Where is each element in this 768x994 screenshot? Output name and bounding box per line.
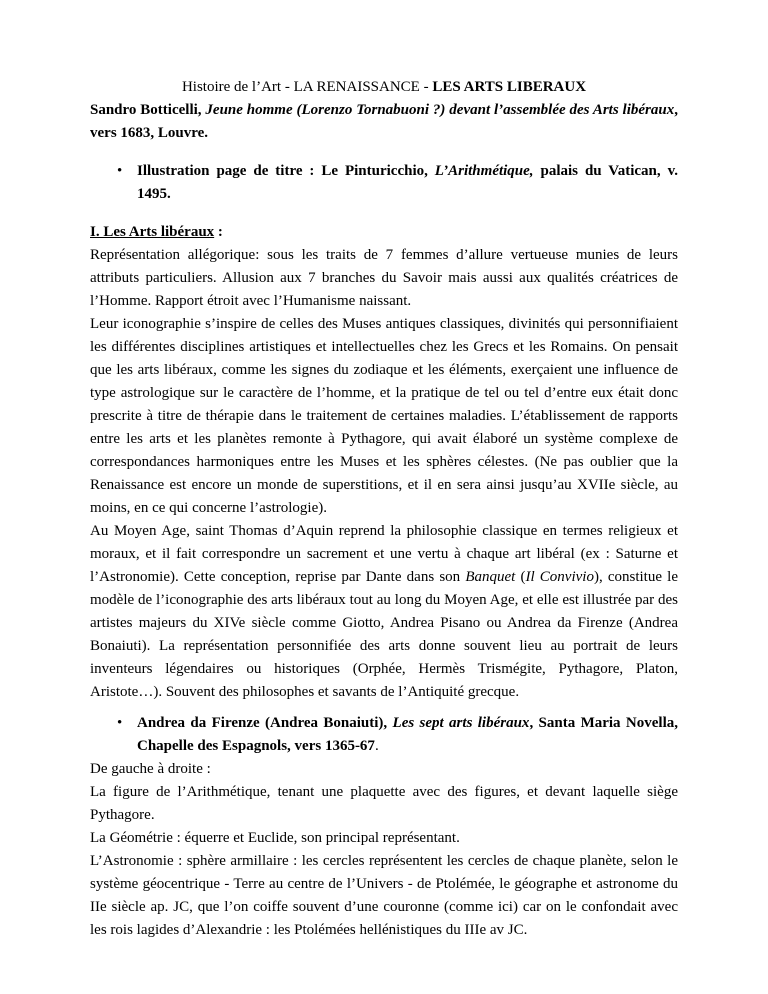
section-heading-text: I. Les Arts libéraux bbox=[90, 224, 215, 240]
document-title bbox=[90, 76, 678, 99]
byline-date-location: , vers 1683, Louvre. bbox=[90, 102, 678, 141]
p3-text-2: ( bbox=[515, 569, 526, 585]
p3-book-title-convivio: Il Convivio bbox=[525, 569, 594, 585]
paragraph-iconographie: Leur iconographie s’inspire de celles des Muses antiques classiques, divinités qui personnifiaient les différentes disciplines artistiques et intellectuelles chez les Grecs et les Romains. On pensait que les arts libéraux, comme les signes du zodiaque et les éléments, exerçaient une influence de type astrologique sur le caractère de l’homme, et la pratique de tel ou tel d’entre eux était donc prescrite à titre de thérapie dans le traitement de certaines maladies. L’établissement de rapports entre les arts et les planètes remonte à Pythagore, qui avait élaboré un système complexe de correspondances harmoniques entre les Muses et les sphères célestes. (Ne pas oublier que la Renaissance est encore un monde de superstitions, et il en sera ainsi jusqu’au XVIIe siècle, au moins, en ce qui concerne l’astrologie). bbox=[90, 316, 678, 516]
byline bbox=[90, 99, 678, 145]
bullet-icon: • bbox=[117, 163, 123, 179]
bullet2-artwork-title: Les sept arts libéraux bbox=[392, 715, 530, 731]
bullet2-artist: Andrea da Firenze (Andrea Bonaiuti), bbox=[137, 715, 393, 731]
byline-artwork-title: Jeune homme (Lorenzo Tornabuoni ?) devant l’assemblée des Arts libéraux bbox=[205, 102, 675, 118]
p3-text-3: ), constitue le modèle de l’iconographie des arts libéraux tout au long du Moyen Age, et elle est illustrée par des artistes majeurs du XIVe siècle comme Giotto, Andrea Pisano ou Andrea da Firenze (Andrea Bonaiuti). La représentation personnifiée des arts donne souvent lieu au portrait de leurs inventeurs légendaires ou historiques (Orphée, Hermès Trismégite, Pythagore, Platon, Aristote…). Souvent des philosophes et savants de l’Antiquité grecque. bbox=[90, 569, 678, 700]
byline-artist: Sandro Botticelli, bbox=[90, 102, 206, 118]
paragraph-astronomie: L’Astronomie : sphère armillaire : les cercles représentent les cercles de chaque planète, selon le système géocentrique - Terre au centre de l’Univers - de Ptolémée, le géographe et astronome du IIe siècle ap. JC, que l’on coiffe souvent d’une couronne (comme ici) car on le confondait avec les rois lagides d’Alexandrie : les Ptolémées hellénistiques du IIIe av JC. bbox=[90, 853, 678, 938]
paragraph-arithmetique: La figure de l’Arithmétique, tenant une plaquette avec des figures, et devant laquelle siège Pythagore. bbox=[90, 784, 678, 823]
bullet1-date-location: palais du Vatican, v. 1495. bbox=[137, 163, 679, 202]
bullet-item-andrea bbox=[115, 712, 678, 758]
bullet2-date-location: , Santa Maria Novella, Chapelle des Espagnols, vers 1365-67 bbox=[137, 715, 678, 754]
title-emphasis: LES ARTS LIBERAUX bbox=[432, 79, 587, 95]
paragraph-geometrie: La Géométrie : équerre et Euclide, son principal représentant. bbox=[90, 830, 460, 846]
section-heading bbox=[90, 221, 678, 244]
paragraph-representation: Représentation allégorique: sous les traits de 7 femmes d’allure vertueuse munies de leurs attributs particuliers. Allusion aux 7 branches du Savoir mais aussi aux qualités créatrices de l’Homme. Rapport étroit avec l’Humanisme naissant. bbox=[90, 247, 678, 309]
bullet1-artwork-title: L’Arithmétique, bbox=[434, 163, 534, 179]
section-heading-suffix: : bbox=[214, 224, 223, 240]
bullet2-period: . bbox=[374, 738, 379, 754]
bullet-item-pinturicchio bbox=[115, 160, 678, 206]
paragraph-gauche-droite: De gauche à droite : bbox=[90, 761, 211, 777]
p3-book-title-banquet: Banquet bbox=[465, 569, 516, 585]
p3-text-1: Au Moyen Age, saint Thomas d’Aquin reprend la philosophie classique en termes religieux et moraux, et il fait correspondre un sacrement et une vertu à chaque art libéral (ex : Saturne et l’Astronomie). Cette conception, reprise par Dante dans son bbox=[90, 523, 678, 585]
bullet-icon: • bbox=[117, 715, 123, 731]
paragraph-moyen-age bbox=[90, 520, 678, 704]
title-text: Histoire de l’Art - LA RENAISSANCE - bbox=[181, 79, 433, 95]
bullet1-text: Illustration page de titre : Le Pinturicchio, bbox=[137, 163, 435, 179]
